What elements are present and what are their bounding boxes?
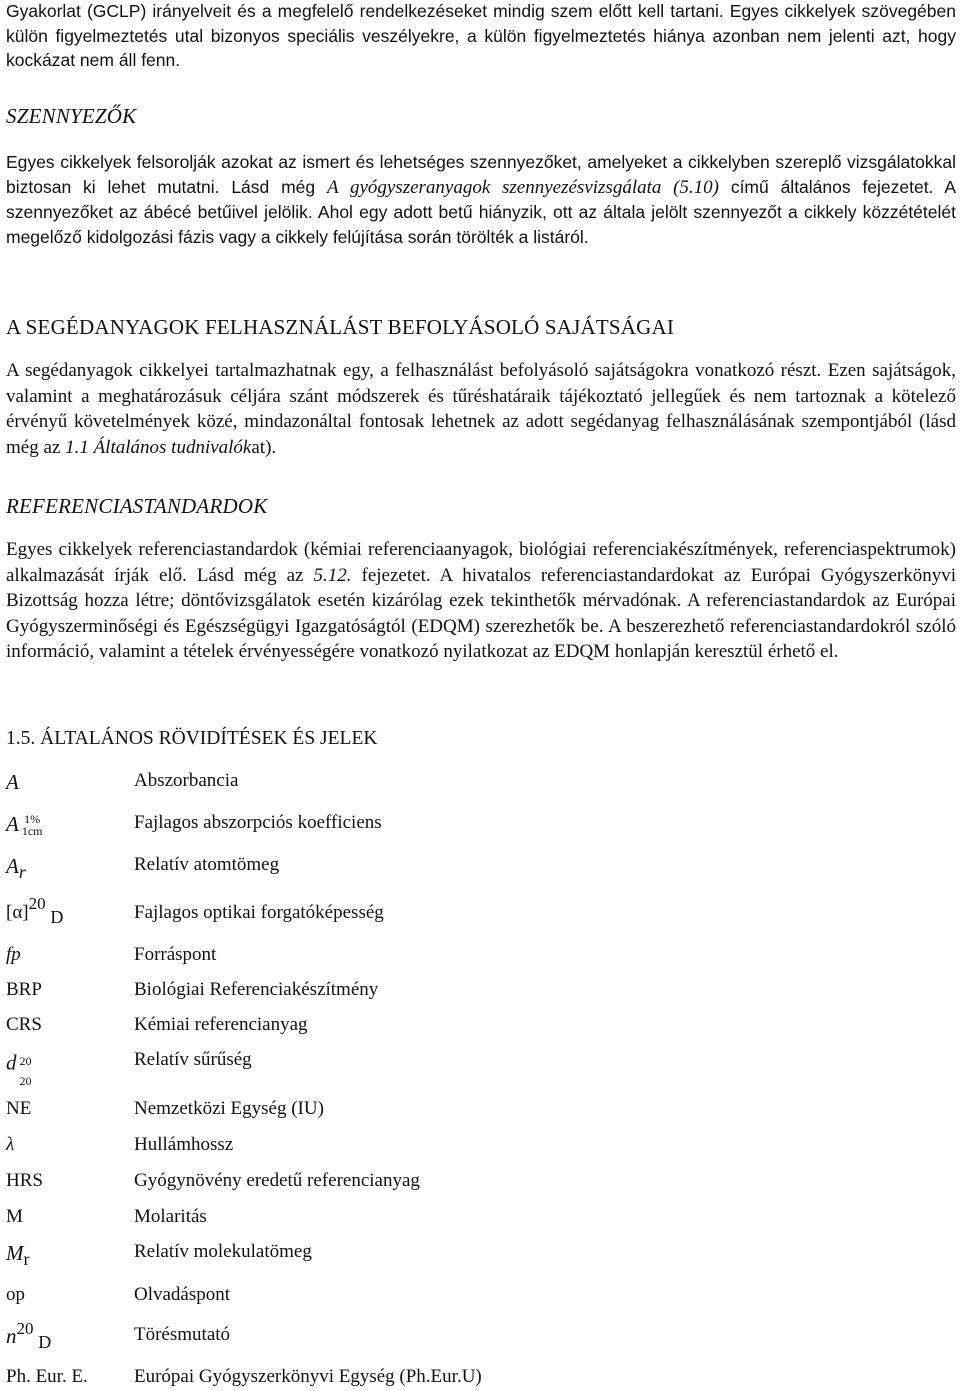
abbr-symbol-sup: 20 (28, 894, 46, 913)
abbr-symbol-base: n (6, 1324, 17, 1348)
abbr-definition: Fajlagos abszorpciós koefficiens (134, 812, 382, 833)
abbr-symbol-sub: D (50, 907, 64, 927)
abbr-symbol (6, 812, 43, 839)
abbr-symbol-sub: 1cm (21, 823, 43, 838)
heading-referencia: REFERENCIASTANDARDOK (6, 494, 268, 518)
abbr-symbol-sup: 20 (16, 1319, 34, 1338)
abbr-symbol-sub: r (23, 1249, 30, 1269)
intro-paragraph: Gyakorlat (GCLP) irányelveit és a megfelelő rendelkezéseket mindig szem előtt kell tartani. Egyes cikkelyek szövegében külön figyelmeztetés utal bizonyos speciális veszélyekre, a külön figyelmeztetés hiánya azonban nem jelenti azt, hogy kockázat nem áll fenn. (6, 1, 956, 70)
abbr-symbol-supsub (20, 1055, 32, 1087)
abbr-symbol: HRS (6, 1170, 43, 1191)
abbr-symbol-base: M (6, 1241, 24, 1265)
abbr-symbol: λ (6, 1134, 15, 1155)
referencia-reference: 5.12. (313, 564, 352, 586)
abbr-definition: Molaritás (134, 1206, 207, 1227)
segedanyagok-text-2: at). (251, 436, 277, 458)
abbr-definition: Gyógynövény eredetű referencianyag (134, 1170, 420, 1191)
abbr-symbol: op (6, 1284, 25, 1305)
abbr-definition: Hullámhossz (134, 1134, 234, 1155)
abbr-symbol: NE (6, 1098, 32, 1119)
abbr-symbol-sup: 1% (24, 811, 41, 826)
abbr-symbol: BRP (6, 979, 42, 1000)
heading-szennyezok: SZENNYEZŐK (6, 104, 137, 128)
abbr-definition: Kémiai referencianyag (134, 1014, 308, 1035)
abbr-definition: Európai Gyógyszerkönyvi Egység (Ph.Eur.U) (134, 1366, 482, 1387)
abbr-symbol-base: A (6, 812, 19, 836)
referencia-paragraph (6, 537, 956, 665)
abbr-symbol-sub: r (18, 862, 26, 882)
szennyezok-text-2: című általános fejezetet. A szennyezőket az ábécé betűivel jelölik. Ahol egy adott betű hiányzik, ott az általa jelölt szennyezőt a cikkely közzétételét megelőző kidolgozási fázis vagy a cikkely felújítása során törölték a listáról. (6, 176, 956, 247)
abbr-definition: Abszorbancia (134, 770, 239, 791)
abbr-symbol-sub: 20 (19, 1074, 32, 1088)
abbr-definition: Relatív atomtömeg (134, 854, 280, 875)
szennyezok-reference: A gyógyszeranyagok szennyezésvizsgálata (5.10) (326, 176, 719, 198)
szennyezok-paragraph (6, 150, 956, 249)
abbr-definition: Fajlagos optikai forgatóképesség (134, 902, 384, 923)
abbr-symbol: M (6, 1206, 23, 1227)
abbr-definition: Relatív molekulatömeg (134, 1241, 312, 1262)
abbr-symbol-sup: 20 (19, 1054, 32, 1068)
referencia-text-1: Egyes cikkelyek referenciastandardok (kémiai referenciaanyagok, biológiai referenciakészítmények, referenciaspektrumok) alkalmazását írják elő. Lásd még az (6, 539, 956, 586)
abbr-symbol-supsub (22, 813, 43, 837)
abbr-definition: Olvadáspont (134, 1284, 231, 1305)
abbr-definition: Relatív sűrűség (134, 1049, 252, 1070)
abbr-symbol-sub: D (38, 1332, 52, 1352)
abbr-symbol: A (6, 770, 19, 794)
abbr-symbol (6, 854, 26, 882)
abbr-symbol (6, 1049, 32, 1088)
abbr-symbol-base: [α] (6, 902, 29, 923)
abbr-definition: Forráspont (134, 944, 217, 965)
section-title: 1.5. ÁLTALÁNOS RÖVIDÍTÉSEK ÉS JELEK (6, 728, 378, 749)
abbr-definition: Biológiai Referenciakészítmény (134, 979, 379, 1000)
abbr-symbol (6, 1241, 30, 1269)
abbr-symbol: Ph. Eur. E. (6, 1366, 88, 1387)
abbr-definition: Törésmutató (134, 1324, 231, 1345)
segedanyagok-reference: 1.1 Általános tudnivalók (65, 436, 252, 458)
abbr-definition: Nemzetközi Egység (IU) (134, 1098, 324, 1119)
referencia-text-2: fejezetet. A hivatalos referenciastandardokat az Európai Gyógyszerkönyvi Bizottság hozza létre; döntővizsgálatok esetén kizárólag ezek tekinthetők mérvadónak. A referenciastandardok az Európai Gyógyszerminőségi és Egészségügyi Igazgatóságtól (EDQM) szerezhetők be. A beszerezhető referenciastandardokról szóló információ, valamint a tételek érvényességére vonatkozó nyilatkozat az EDQM honlapján keresztül érhető el. (6, 564, 957, 662)
heading-segedanyagok: A SEGÉDANYAGOK FELHASZNÁLÁST BEFOLYÁSOLÓ SAJÁTSÁGAI (6, 315, 675, 339)
abbr-symbol: CRS (6, 1014, 42, 1035)
abbr-symbol (6, 894, 64, 927)
abbr-symbol-base: A (6, 854, 19, 878)
abbr-symbol-base: d (6, 1050, 17, 1075)
abbr-symbol: fp (6, 944, 21, 965)
segedanyagok-paragraph (6, 358, 956, 460)
abbr-symbol (6, 1319, 52, 1352)
segedanyagok-text-1: A segédanyagok cikkelyei tartalmazhatnak egy, a felhasználást befolyásoló sajátságokra vonatkozó részt. Ezen sajátságok, valamint a meghatározásuk céljára szánt módszerek és tűréshatáraik tájékoztató jellegűek és nem tartoznak a kötelező érvényű követelmények közé, mindazonáltal fontosak lehetnek az adott segédanyag felhasználásának szempontjából (lásd még az (6, 360, 956, 458)
szennyezok-text-1: Egyes cikkelyek felsorolják azokat az ismert és lehetséges szennyezőket, amelyeket a cikkelyben szereplő vizsgálatokkal biztosan ki lehet mutatni. Lásd még (6, 152, 956, 197)
